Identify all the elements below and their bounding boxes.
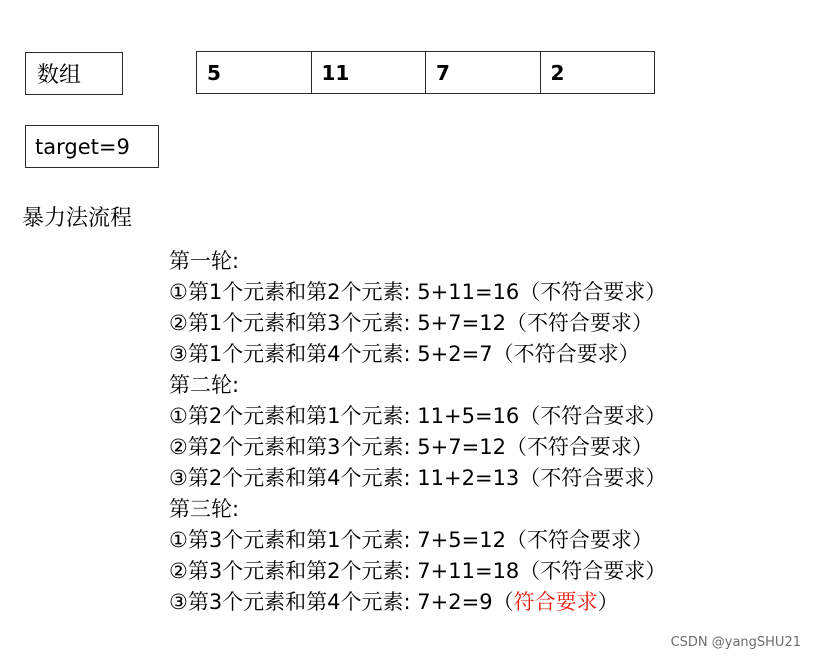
step-result-match: 符合要求 bbox=[513, 590, 598, 614]
step-result: 不符合要求 bbox=[540, 404, 646, 428]
array-cell: 11 bbox=[312, 52, 427, 93]
step-result: 不符合要求 bbox=[526, 528, 632, 552]
array-label-box bbox=[25, 52, 123, 95]
step-text: ②第3个元素和第2个元素: 7+11=18 bbox=[169, 559, 520, 583]
step-line bbox=[169, 308, 666, 339]
array-cell: 5 bbox=[197, 52, 312, 93]
array-cell: 7 bbox=[426, 52, 541, 93]
process-steps bbox=[169, 246, 666, 618]
step-line bbox=[169, 556, 666, 587]
step-result-close: ） bbox=[597, 590, 619, 614]
step-result-close: ） bbox=[631, 435, 653, 459]
step-result-open: （ bbox=[519, 404, 541, 428]
step-result-open: （ bbox=[519, 280, 541, 304]
step-result-close: ） bbox=[631, 311, 653, 335]
step-line bbox=[169, 277, 666, 308]
step-result-close: ） bbox=[645, 466, 667, 490]
step-result-close: ） bbox=[645, 559, 667, 583]
target-label: target=9 bbox=[35, 134, 130, 159]
step-result-open: （ bbox=[505, 311, 527, 335]
step-result-close: ） bbox=[618, 342, 640, 366]
step-result-close: ） bbox=[631, 528, 653, 552]
step-line bbox=[169, 587, 666, 618]
process-heading: 暴力法流程 bbox=[22, 206, 133, 231]
round-title: 第二轮: bbox=[169, 373, 240, 397]
step-result: 不符合要求 bbox=[526, 311, 632, 335]
step-text: ①第1个元素和第2个元素: 5+11=16 bbox=[169, 280, 520, 304]
step-result: 不符合要求 bbox=[540, 280, 646, 304]
step-result: 不符合要求 bbox=[540, 466, 646, 490]
step-result-open: （ bbox=[519, 466, 541, 490]
step-text: ①第3个元素和第1个元素: 7+5=12 bbox=[169, 528, 506, 552]
step-result: 不符合要求 bbox=[540, 559, 646, 583]
step-result-open: （ bbox=[505, 528, 527, 552]
step-result: 不符合要求 bbox=[526, 435, 632, 459]
step-text: ②第2个元素和第3个元素: 5+7=12 bbox=[169, 435, 506, 459]
array-cells bbox=[196, 51, 655, 94]
step-text: ③第1个元素和第4个元素: 5+2=7 bbox=[169, 342, 493, 366]
step-result-open: （ bbox=[492, 590, 514, 614]
step-text: ③第3个元素和第4个元素: 7+2=9 bbox=[169, 590, 493, 614]
step-line bbox=[169, 463, 666, 494]
step-line bbox=[169, 339, 666, 370]
watermark: CSDN @yangSHU21 bbox=[670, 635, 801, 650]
round-title: 第一轮: bbox=[169, 249, 240, 273]
step-text: ②第1个元素和第3个元素: 5+7=12 bbox=[169, 311, 506, 335]
target-box bbox=[25, 125, 159, 168]
round-title: 第三轮: bbox=[169, 497, 240, 521]
step-line bbox=[169, 525, 666, 556]
step-line bbox=[169, 401, 666, 432]
step-line bbox=[169, 432, 666, 463]
step-result-close: ） bbox=[645, 280, 667, 304]
step-text: ①第2个元素和第1个元素: 11+5=16 bbox=[169, 404, 520, 428]
step-result: 不符合要求 bbox=[513, 342, 619, 366]
step-result-open: （ bbox=[519, 559, 541, 583]
array-label: 数组 bbox=[37, 63, 82, 88]
array-cell: 2 bbox=[550, 60, 565, 85]
step-result-close: ） bbox=[645, 404, 667, 428]
step-text: ③第2个元素和第4个元素: 11+2=13 bbox=[169, 466, 520, 490]
step-result-open: （ bbox=[492, 342, 514, 366]
step-result-open: （ bbox=[505, 435, 527, 459]
